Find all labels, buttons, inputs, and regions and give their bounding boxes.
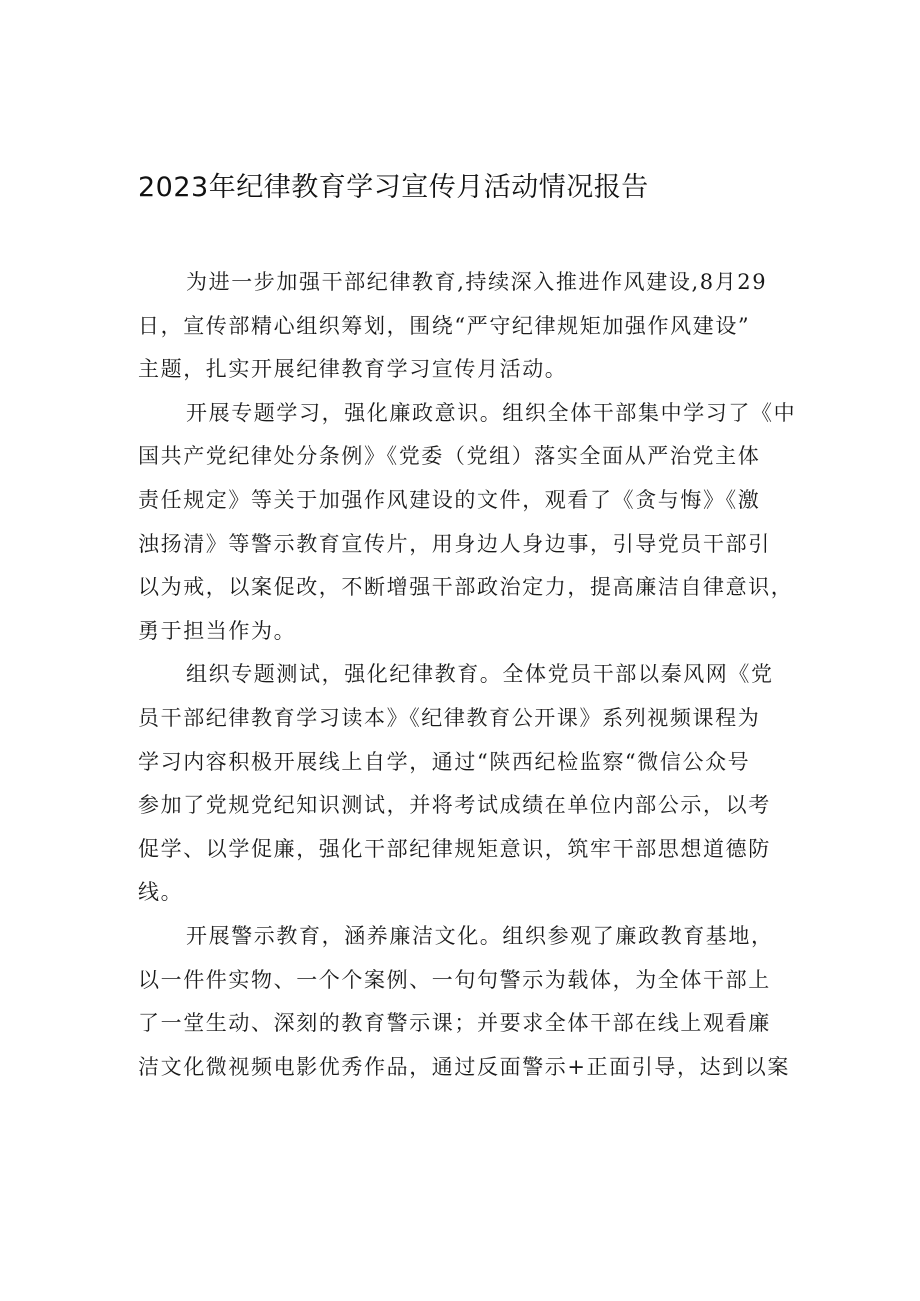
- text-line: 勇于担当作为。: [138, 618, 297, 643]
- text-line: 了一堂生动、深刻的教育警示课；并要求全体干部在线上观看廉: [138, 1011, 771, 1036]
- paragraph-2: [138, 392, 802, 654]
- text-line: 洁文化微视频电影优秀作品，通过反面警示+正面引导，达到以案: [138, 1054, 790, 1079]
- text-line: 开展专题学习，强化廉政意识。组织全体干部集中学习了《中: [186, 400, 797, 425]
- text-line: 日，宣传部精心组织筹划，围绕“严守纪律规矩加强作风建设”: [138, 313, 751, 338]
- document-body: [138, 261, 802, 1089]
- text-line: 为进一步加强干部纪律教育,持续深入推进作风建设,8月29: [186, 270, 768, 294]
- text-line: 浊扬清》等警示教育宣传片，用身边人身边事，引导党员干部引: [138, 531, 771, 556]
- paragraph-4: [138, 915, 802, 1089]
- paragraph-3: [138, 653, 802, 915]
- text-line: 促学、以学促廉，强化干部纪律规矩意识，筑牢干部思想道德防: [138, 836, 771, 861]
- text-line: 以为戒，以案促改，不断增强干部政治定力，提高廉洁自律意识，: [138, 575, 794, 600]
- text-line: 学习内容积极开展线上自学，通过“陕西纪检监察“微信公众号: [138, 749, 751, 774]
- text-line: 责任规定》等关于加强作风建设的文件，观看了《贪与悔》《激: [138, 487, 761, 512]
- text-line: 以一件件实物、一个个案例、一句句警示为载体，为全体干部上: [138, 967, 771, 992]
- text-line: 开展警示教育，涵养廉洁文化。组织参观了廉政教育基地，: [186, 923, 774, 948]
- text-line: 组织专题测试，强化纪律教育。全体党员干部以秦风网《党: [186, 662, 774, 687]
- text-line: 线。: [138, 880, 184, 905]
- text-line: 参加了党规党纪知识测试，并将考试成绩在单位内部公示，以考: [138, 793, 771, 818]
- text-line: 国共产党纪律处分条例》《党委（党组）落实全面从严治党主体: [138, 444, 761, 469]
- paragraph-1: [138, 261, 802, 392]
- text-line: 主题，扎实开展纪律教育学习宣传月活动。: [138, 357, 568, 382]
- text-line: 员干部纪律教育学习读本》《纪律教育公开课》系列视频课程为: [138, 705, 761, 730]
- document-title: 2023年纪律教育学习宣传月活动情况报告: [138, 172, 649, 203]
